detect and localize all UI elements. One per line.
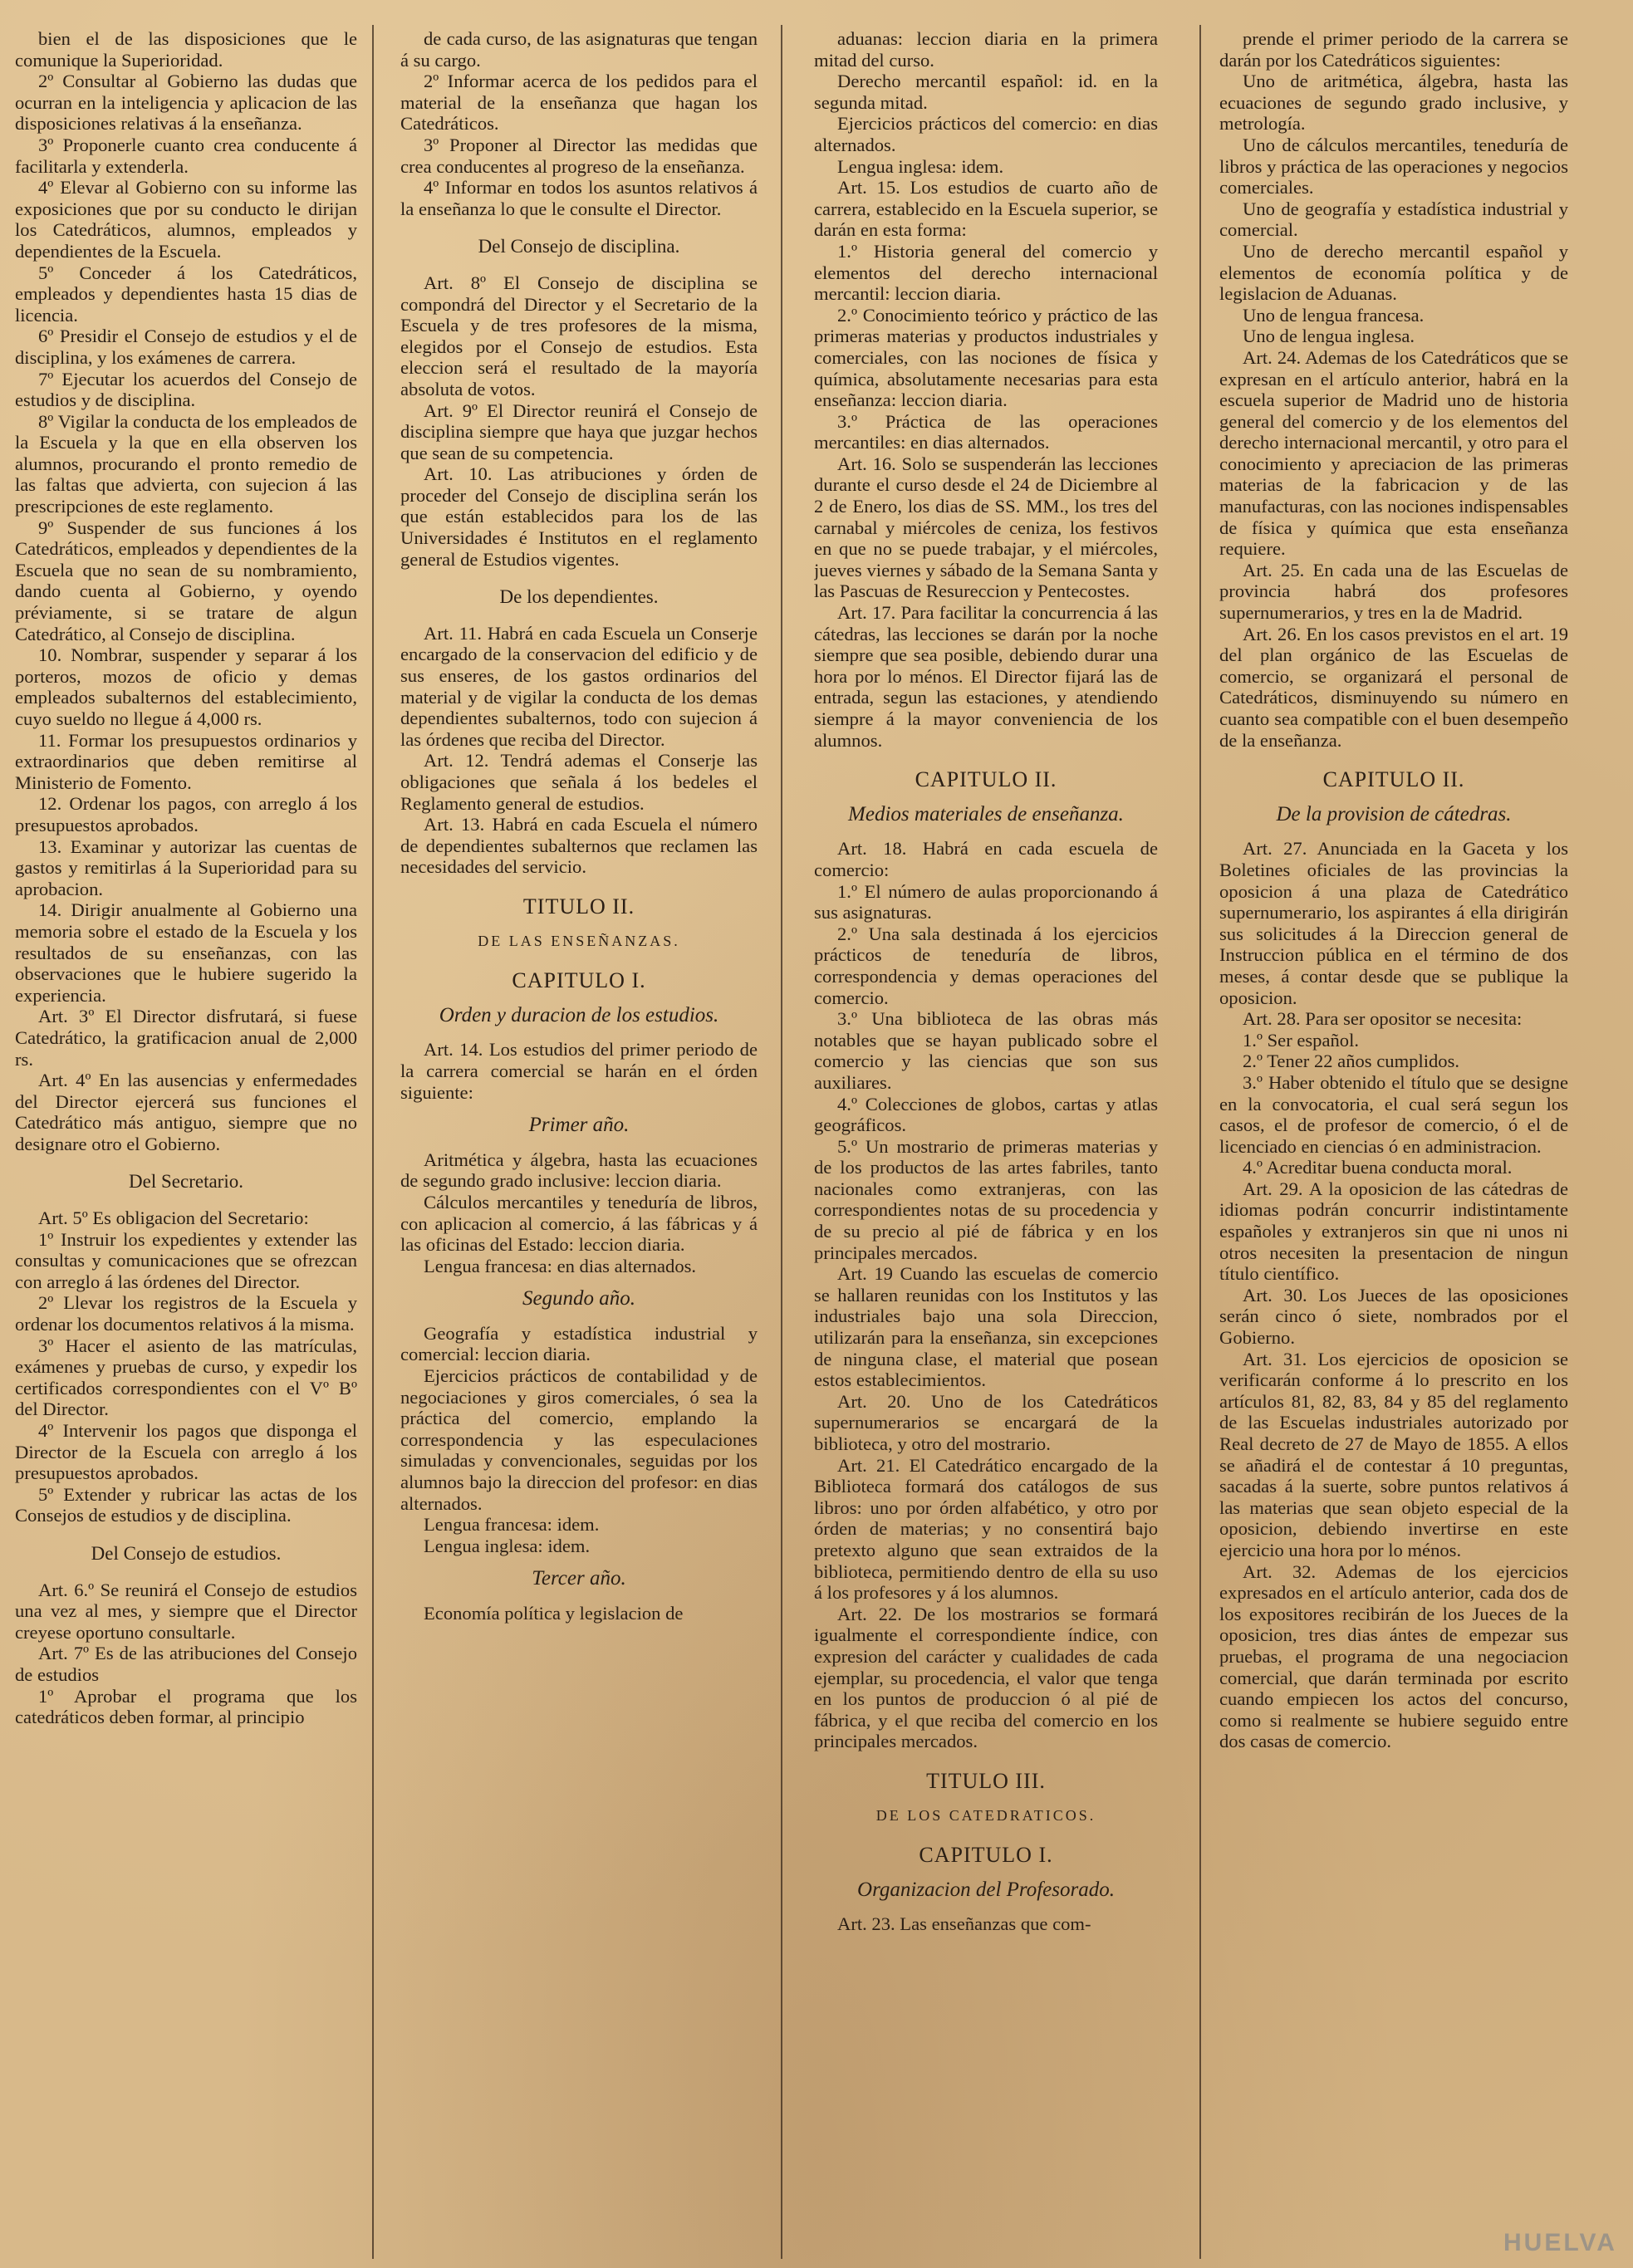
paragraph: 1.º El número de aulas proporcionando á sus asignaturas. xyxy=(814,880,1158,923)
section-heading: Del Consejo de disciplina. xyxy=(478,236,680,257)
paragraph: aduanas: leccion diaria en la primera mitad del curso. xyxy=(814,28,1158,71)
paragraph: 1º Instruir los expedientes y extender las consultas y comunicaciones que se ofrezcan con arreglo á las órdenes del Director. xyxy=(15,1228,357,1292)
paragraph: 13. Examinar y autorizar las cuentas de gastos y remitirlas á la Superioridad para su aprobacion. xyxy=(15,835,357,899)
italic-subheading: Medios materiales de enseñanza. xyxy=(848,802,1124,825)
paragraph: 2º Consultar al Gobierno las dudas que ocurran en la inteligencia y aplicacion de las disposiciones relativas á la enseñanza. xyxy=(15,71,357,135)
paragraph: Cálculos mercantiles y teneduría de libros, con aplicacion al comercio, á las fábricas y á las oficinas del Estado: leccion diaria. xyxy=(400,1191,758,1256)
italic-subheading: Primer año. xyxy=(528,1114,630,1137)
paragraph: Lengua inglesa: idem. xyxy=(837,155,1004,177)
column-divider xyxy=(781,25,782,2259)
title-subheading: DE LAS ENSEÑANZAS. xyxy=(478,932,680,949)
paragraph: 2.º Una sala destinada á los ejercicios prácticos de teneduría de libros, correspondencia y demas operaciones del comercio. xyxy=(814,923,1158,1008)
paragraph: Geografía y estadística industrial y comercial: leccion diaria. xyxy=(400,1322,758,1365)
paragraph: Art. 21. El Catedrático encargado de la Biblioteca formará dos catálogos de sus libros: uno por órden alfabético, y otro por órden de materias; y no consentirá bajo pretexto alguno que sean extraidos de la biblioteca, permitiendo dentro de ella su uso á los profesores y á los alumnos. xyxy=(814,1454,1158,1604)
paragraph: Uno de cálculos mercantiles, teneduría de libros y práctica de las operaciones y negocios comerciales. xyxy=(1219,134,1568,198)
section-heading: Del Consejo de estudios. xyxy=(91,1542,282,1564)
chapter-heading: TITULO II. xyxy=(522,894,635,918)
italic-subheading: Segundo año. xyxy=(522,1287,636,1310)
paragraph: 12. Ordenar los pagos, con arreglo á los presupuestos aprobados. xyxy=(15,793,357,835)
paragraph: 1º Aprobar el programa que los catedráticos deben formar, al principio xyxy=(15,1685,357,1728)
paragraph: Art. 19 Cuando las escuelas de comercio se hallaren reunidas con los Institutos y las industriales bajo una sola Direccion, utilizarán para la enseñanza, sin excepciones de ninguna clase, el material que posean estos establecimientos. xyxy=(814,1263,1158,1391)
paragraph: 5.º Un mostrario de primeras materias y de los productos de las artes fabriles, tanto nacionales como extranjeras, con las correspondientes notas de su procedencia y de su precio al pié de fábrica y en los principales mercados. xyxy=(814,1135,1158,1263)
paragraph: Art. 10. Las atribuciones y órden de proceder del Consejo de disciplina serán los que están establecidos para los de las Universidades é Institutos en el reglamento general de Estudios vigentes. xyxy=(400,463,758,570)
paragraph: Uno de aritmética, álgebra, hasta las ecuaciones de segundo grado inclusive, y metrología. xyxy=(1219,71,1568,135)
column-divider xyxy=(372,25,374,2259)
section-heading: De los dependientes. xyxy=(499,586,659,608)
paragraph: Economía política y legislacion de xyxy=(424,1603,684,1624)
paragraph: 4º Informar en todos los asuntos relativos á la enseñanza lo que le consulte el Director. xyxy=(400,177,758,219)
paragraph: Art. 25. En cada una de las Escuelas de provincia habrá dos profesores supernumerarios, y tres en la de Madrid. xyxy=(1219,559,1568,624)
paragraph: Uno de geografía y estadística industrial y comercial. xyxy=(1219,198,1568,241)
paragraph: Art. 26. En los casos previstos en el art. 19 del plan orgánico de las Escuelas de comercio, se organizará el personal de Catedráticos, disminuyendo su número en cuanto sea compatible con el buen desempeño de la enseñanza. xyxy=(1219,623,1568,751)
section-heading: Del Secretario. xyxy=(129,1171,243,1193)
paragraph: Lengua francesa: idem. xyxy=(424,1514,600,1536)
paragraph: Derecho mercantil español: id. en la segunda mitad. xyxy=(814,71,1158,113)
paragraph: Art. 28. Para ser opositor se necesita: xyxy=(1243,1008,1523,1030)
paragraph: 3.º Una biblioteca de las obras más notables que se hayan publicado sobre el comercio y las ciencias que son sus auxiliares. xyxy=(814,1008,1158,1093)
paragraph: Art. 29. A la oposicion de las cátedras de idiomas podrán concurrir indistintamente españoles y extranjeros sin que ni unos ni otros necesiten la presentacion de ningun título científico. xyxy=(1219,1178,1568,1285)
paragraph: Aritmética y álgebra, hasta las ecuaciones de segundo grado inclusive: leccion diaria. xyxy=(400,1149,758,1192)
paragraph: Art. 20. Uno de los Catedráticos supernumerarios se encargará de la biblioteca, y otro del mostrario. xyxy=(814,1390,1158,1454)
paragraph: 1.º Ser español. xyxy=(1243,1029,1360,1051)
chapter-heading: CAPITULO II. xyxy=(915,767,1057,792)
paragraph: 3.º Práctica de las operaciones mercantiles: en dias alternados. xyxy=(814,410,1158,453)
paragraph: Ejercicios prácticos de contabilidad y de negociaciones y giros comerciales, ó sea la práctica del comercio, emplando la correspondencia y las especulaciones simuladas y convencionales, seguidas por los alumnos bajo la direccion del profesor: en dias alternados. xyxy=(400,1365,758,1514)
paragraph: Art. 7º Es de las atribuciones del Consejo de estudios xyxy=(15,1643,357,1685)
paragraph: 2.º Tener 22 años cumplidos. xyxy=(1243,1051,1460,1072)
paragraph: Art. 9º El Director reunirá el Consejo de disciplina siempre que haya que juzgar hechos que sean de su competencia. xyxy=(400,399,758,463)
paragraph: bien el de las disposiciones que le comunique la Superioridad. xyxy=(15,28,357,71)
paragraph: 4.º Acreditar buena conducta moral. xyxy=(1243,1157,1513,1178)
paragraph: 3º Hacer el asiento de las matrículas, exámenes y pruebas de curso, y expedir los certificados correspondientes con el Vº Bº del Director. xyxy=(15,1335,357,1420)
paragraph: Uno de lengua francesa. xyxy=(1243,304,1425,326)
paragraph: Art. 23. Las enseñanzas que com- xyxy=(837,1913,1091,1935)
paragraph: 9º Suspender de sus funciones á los Catedráticos, empleados y dependientes de la Escuela que no sean de su nombramiento, dando cuenta al Gobierno, y oyendo préviamente, si se tratare de algun Catedrático, al Consejo de disciplina. xyxy=(15,517,357,644)
paragraph: 1.º Historia general del comercio y elementos del derecho internacional mercantil: leccion diaria. xyxy=(814,240,1158,305)
paragraph: 2º Informar acerca de los pedidos para el material de la enseñanza que hagan los Catedráticos. xyxy=(400,71,758,135)
paragraph: Art. 3º El Director disfrutará, si fuese Catedrático, la gratificacion anual de 2,000 rs. xyxy=(15,1006,357,1070)
paragraph: 5º Conceder á los Catedráticos, empleados y dependientes hasta 15 dias de licencia. xyxy=(15,262,357,326)
text-column-2 xyxy=(400,28,758,2262)
chapter-heading: CAPITULO I. xyxy=(919,1843,1053,1868)
italic-subheading: Orden y duracion de los estudios. xyxy=(439,1003,719,1026)
paragraph: Art. 6.º Se reunirá el Consejo de estudios una vez al mes, y siempre que el Director creyese oportuno consultarle. xyxy=(15,1579,357,1643)
column-divider xyxy=(1199,25,1201,2259)
text-column-4 xyxy=(1219,28,1568,2262)
paragraph: Art. 31. Los ejercicios de oposicion se verificarán conforme á lo prescrito en los artículos 81, 82, 83, 84 y 85 del reglamento de las Escuelas industriales autorizado por Real decreto de 27 de Mayo de 1855. A ellos se añadirá el de contestar á 10 preguntas, sacadas á la suerte, sobre puntos relativos á las materias que sean objeto especial de la oposicion, debiendo invertirse en este ejercicio una hora por lo ménos. xyxy=(1219,1348,1568,1560)
title-subheading: DE LOS CATEDRATICOS. xyxy=(875,1806,1096,1824)
paragraph: Art. 11. Habrá en cada Escuela un Conserje encargado de la conservacion del edificio y de sus enseres, de los gastos ordinarios del material y de vigilar la conducta de los demas dependientes subalternos, todo con sujecion á las órdenes que reciba del Director. xyxy=(400,622,758,750)
text-column-3 xyxy=(814,28,1158,2262)
paragraph: Art. 4º En las ausencias y enfermedades del Director ejercerá sus funciones el Catedrático más antiguo, siempre que no designare otro el Gobierno. xyxy=(15,1070,357,1154)
paragraph: Art. 30. Los Jueces de las oposiciones serán cinco ó siete, nombrados por el Gobierno. xyxy=(1219,1284,1568,1349)
italic-subheading: De la provision de cátedras. xyxy=(1276,802,1512,825)
paragraph: de cada curso, de las asignaturas que tengan á su cargo. xyxy=(400,28,758,71)
paragraph: prende el primer periodo de la carrera se darán por los Catedráticos siguientes: xyxy=(1219,28,1568,71)
paragraph: Art. 12. Tendrá ademas el Conserje las obligaciones que señala á los bedeles el Reglamento general de estudios. xyxy=(400,750,758,814)
chapter-heading: CAPITULO II. xyxy=(1322,767,1465,792)
paragraph: Art. 22. De los mostrarios se formará igualmente el correspondiente índice, con expresion del carácter y cualidades de cada ejemplar, su procedencia, el valor que tenga en los puntos de produccion ó al pié de fábrica, y el que reciba del comercio en los principales mercados. xyxy=(814,1603,1158,1752)
paragraph: Art. 15. Los estudios de cuarto año de carrera, establecido en la Escuela superior, se darán en esta forma: xyxy=(814,177,1158,241)
paragraph: 3º Proponer al Director las medidas que crea conducentes al progreso de la enseñanza. xyxy=(400,134,758,177)
italic-subheading: Organizacion del Profesorado. xyxy=(857,1878,1115,1901)
paragraph: 4.º Colecciones de globos, cartas y atlas geográficos. xyxy=(814,1093,1158,1136)
paragraph: Art. 17. Para facilitar la concurrencia á las cátedras, las lecciones se darán por la noche siempre que sea posible, debiendo durar una hora por lo ménos. El Director fijará las de entrada, segun las estaciones, y atendiendo siempre á la mayor conveniencia de los alumnos. xyxy=(814,602,1158,751)
paragraph: Uno de lengua inglesa. xyxy=(1243,326,1415,347)
paragraph: Art. 13. Habrá en cada Escuela el número de dependientes subalternos que reclamen las necesidades del servicio. xyxy=(400,814,758,878)
paragraph: Art. 27. Anunciada en la Gaceta y los Boletines oficiales de las provincias la oposicion á una plaza de Catedrático supernumerario, los aspirantes á ella dirigirán sus solicitudes á la Direccion general de Instruccion pública en el término de dos meses, á contar desde que se publique la oposicion. xyxy=(1219,838,1568,1008)
paragraph: 4º Elevar al Gobierno con su informe las exposiciones que por su conducto le dirijan los Catedráticos, alumnos, empleados y dependientes de la Escuela. xyxy=(15,177,357,262)
paragraph: 10. Nombrar, suspender y separar á los porteros, mozos de oficio y demas empleados subalternos del establecimiento, cuyo sueldo no llegue á 4,000 rs. xyxy=(15,644,357,729)
paragraph: Art. 16. Solo se suspenderán las lecciones durante el curso desde el 24 de Diciembre al 2 de Enero, los dias de SS. MM., los tres del carnabal y miércoles de ceniza, los festivos en que no se puede trabajar, y el miércoles, jueves viernes y sábado de la Semana Santa y las Pascuas de Resureccion y Pentecostes. xyxy=(814,453,1158,602)
paragraph: 14. Dirigir anualmente al Gobierno una memoria sobre el estado de la Escuela y los resultados de su enseñanzas, con las observaciones que le hubiere sugerido la experiencia. xyxy=(15,899,357,1006)
text-column-1 xyxy=(15,28,357,2262)
paragraph: 11. Formar los presupuestos ordinarios y extraordinarios que deben remitirse al Ministerio de Fomento. xyxy=(15,729,357,793)
paragraph: Art. 14. Los estudios del primer periodo de la carrera comercial se harán en el órden siguiente: xyxy=(400,1039,758,1103)
chapter-heading: CAPITULO I. xyxy=(512,968,646,993)
paragraph: Art. 24. Ademas de los Catedráticos que se expresan en el artículo anterior, habrá en la escuela superior de Madrid uno de historia general del comercio y de los elementos del derecho internacional mercantil, y otro para el conocimiento y apreciacion de las primeras materias de la fabricacion y de las manufacturas, con las nociones indispensables de física y química que esta enseñanza requiere. xyxy=(1219,346,1568,560)
paragraph: Art. 5º Es obligacion del Secretario: xyxy=(38,1207,309,1229)
paragraph: Art. 18. Habrá en cada escuela de comercio: xyxy=(814,838,1158,880)
paragraph: 6º Presidir el Consejo de estudios y el de disciplina, y los exámenes de carrera. xyxy=(15,326,357,368)
paragraph: 2º Llevar los registros de la Escuela y ordenar los documentos relativos á la misma. xyxy=(15,1292,357,1335)
paragraph: 7º Ejecutar los acuerdos del Consejo de estudios y de disciplina. xyxy=(15,368,357,411)
paragraph: Uno de derecho mercantil español y elementos de economía política y de legislacion de Aduanas. xyxy=(1219,240,1568,305)
paragraph: 3.º Haber obtenido el título que se designe en la convocatoria, el cual será segun los casos, el de profesor de comercio, ó el de licenciado en ciencias ó en administracion. xyxy=(1219,1071,1568,1157)
paragraph: Ejercicios prácticos del comercio: en dias alternados. xyxy=(814,113,1158,155)
chapter-heading: TITULO III. xyxy=(926,1768,1046,1793)
italic-subheading: Tercer año. xyxy=(532,1567,626,1590)
paragraph: 4º Intervenir los pagos que disponga el Director de la Escuela con arreglo á los presupuestos aprobados. xyxy=(15,1420,357,1484)
paragraph: Art. 32. Ademas de los ejercicios expresados en el artículo anterior, cada dos de los expositores recibirán de los Jueces de la oposicion, tres dias ántes de empezar sus pruebas, el programa de una negociacion comercial, que darán terminada por escrito cuando empiecen los actos del concurso, como si realmente se hubiere seguido entre dos casas de comercio. xyxy=(1219,1560,1568,1752)
paragraph: 5º Extender y rubricar las actas de los Consejos de estudios y de disciplina. xyxy=(15,1483,357,1526)
archive-watermark: HUELVA xyxy=(1503,2229,1617,2256)
paragraph: Lengua inglesa: idem. xyxy=(424,1535,591,1556)
paragraph: 2.º Conocimiento teórico y práctico de las primeras materias y productos industriales y comerciales, con las nociones de física y química, absolutamente necesarias para esta enseñanza: leccion diaria. xyxy=(814,304,1158,411)
paragraph: 8º Vigilar la conducta de los empleados de la Escuela y la que en ella observen los alumnos, procurando el pronto remedio de las faltas que advierta, con sujecion á las prescripciones de este reglamento. xyxy=(15,410,357,517)
paragraph: 3º Proponerle cuanto crea conducente á facilitarla y extenderla. xyxy=(15,134,357,177)
paragraph: Art. 8º El Consejo de disciplina se compondrá del Director y el Secretario de la Escuela y de tres profesores de la misma, elegidos por el Consejo de estudios. Esta eleccion será el resultado de la mayoría absoluta de votos. xyxy=(400,272,758,399)
paragraph: Lengua francesa: en dias alternados. xyxy=(424,1255,697,1276)
